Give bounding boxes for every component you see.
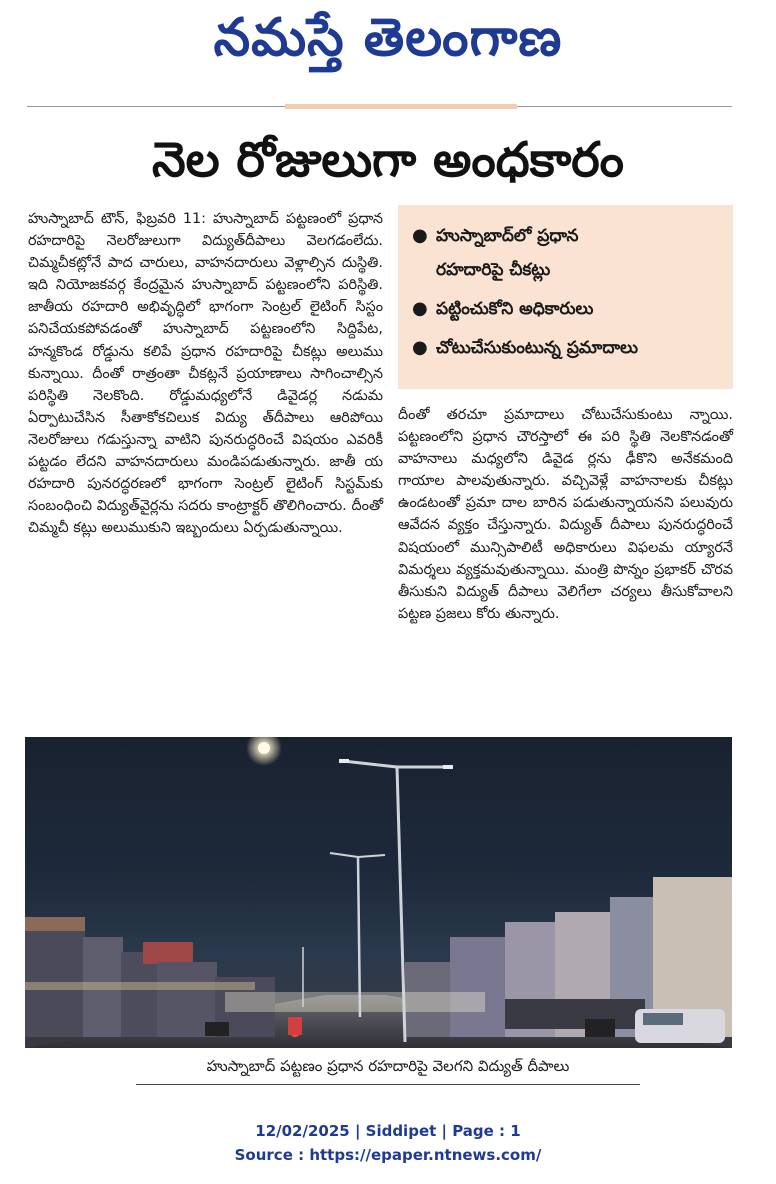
masthead-logo: నమస్తే తెలంగాణ	[213, 7, 563, 68]
bullet-icon: ●	[412, 337, 428, 358]
article-body-left: హుస్నాబాద్ టౌన్, ఫిబ్రవరి 11: హుస్నాబాద్ పట్టణంలో ప్రధాన రహదారిపై నెలరోజులుగా విద్యుత్‌దీపాలు వెలగడంలేదు. చిమ్మచీకట్లోనే పాద చారులు, వాహనదారులు వెళ్లాల్సిన దుస్థితి. ఇది నియోజకవర్గ కేంద్రమైన హుస్నాబాద్ పట్టణంలోని పరిస్థితి. జాతీయ రహదారి అభివృద్ధిలో భాగంగా సెంట్రల్ లైటింగ్ సిస్టం పనిచేయకపోవడంతో హుస్నాబాద్ పట్టణంలోని సిద్దిపేట, హన్మకొండ రోడ్డును కలిపే ప్రధాన రహదారిపై చీకట్లు అలుము కున్నాయి. దీంతో రాత్రంతా చీకట్లనే ప్రయాణాలు సాగించాల్సిన పరిస్థితి నెలకొంది. రోడ్డుమధ్యలోనే డివైడర్ల నడుమ ఏర్పాటుచేసిన సీతాకోకచిలుక విద్యు త్‌దీపాలు ఆరిపోయి నెలరోజులు గడుస్తున్నా వాటిని పునరుద్ధరించే విషయం ఎవరికీ పట్టడం లేదని వాహనదారులు మండిపడుతున్నారు. జాతీ య రహదారి పునరద్ధరణలో భాగంగా సెంట్రల్ లైటింగ్ సిస్టమ్‌కు సంబంధించి విద్యుత్‌వైర్లను సదరు కాంట్రాక్టర్ తొలిగించారు. దీంతో చిమ్మచీ కట్లు అలుముకుని ఇబ్బందులు ఏర్పడుతున్నాయి.	[28, 211, 383, 537]
bullet-icon: ●	[412, 298, 428, 319]
horizon-glow	[225, 992, 485, 1012]
highlight-item	[412, 219, 723, 287]
photo-caption: హుస్నాబాద్ పట్టణం ప్రధాన రహదారిపై వెలగని విద్యుత్ దీపాలు	[206, 1057, 570, 1075]
highlight-line: రహదారిపై చీకట్లు	[436, 260, 551, 280]
footer-date-page: 12/02/2025 | Siddipet | Page : 1	[255, 1122, 521, 1140]
highlight-item	[412, 331, 723, 365]
highlight-line: చోటుచేసుకుంటున్న ప్రమాదాలు	[436, 338, 638, 358]
article-body-right: దీంతో తరచూ ప్రమాదాలు చోటుచేసుకుంటు న్నాయి. పట్టణంలోని ప్రధాన చౌరస్తాలో ఈ పరి స్థితి నెలకొనడంతో వాహనాలు మధ్యలోని డివైడ ర్లను ఢీకొని అనేకమంది గాయాల పాలవుతున్నారు. వచ్చివెళ్లే వాహనాలకు చీకట్లు ఉండటంతో ప్రమా దాల బారిన పడుతున్నాయనని పలువురు ఆవేదన వ్యక్తం చేస్తున్నారు. విద్యుత్ దీపాలు పునరుద్ధరించే విషయంలో మున్సిపాలిటీ అధికారులు విఫలమ య్యారనే విమర్శలు వ్యక్తమవుతున్నాయి. మంత్రి పొన్నం ప్రభాకర్ చొరవ తీసుకుని విద్యుత్ దీపాలు వెలిగేలా చర్యలు తీసుకోవాలని పట్టణ ప్రజలు కోరు తున్నారు.	[398, 407, 733, 622]
bullet-icon: ●	[412, 225, 428, 246]
caption-underline	[136, 1084, 640, 1085]
highlight-line: పట్టించుకోని అధికారులు	[436, 299, 594, 319]
moon	[258, 742, 270, 754]
left-buildings	[25, 917, 275, 1037]
headline: నెల రోజులుగా అంధకారం	[151, 132, 625, 188]
footer-source-link[interactable]: Source : https://epaper.ntnews.com/	[234, 1146, 542, 1164]
highlight-line: హుస్నాబాద్‌లో ప్రధాన	[436, 226, 579, 246]
masthead-accent-bar	[285, 104, 517, 109]
highlight-item	[412, 292, 723, 326]
highlights-box	[398, 205, 733, 389]
night-street-photo	[25, 737, 732, 1048]
